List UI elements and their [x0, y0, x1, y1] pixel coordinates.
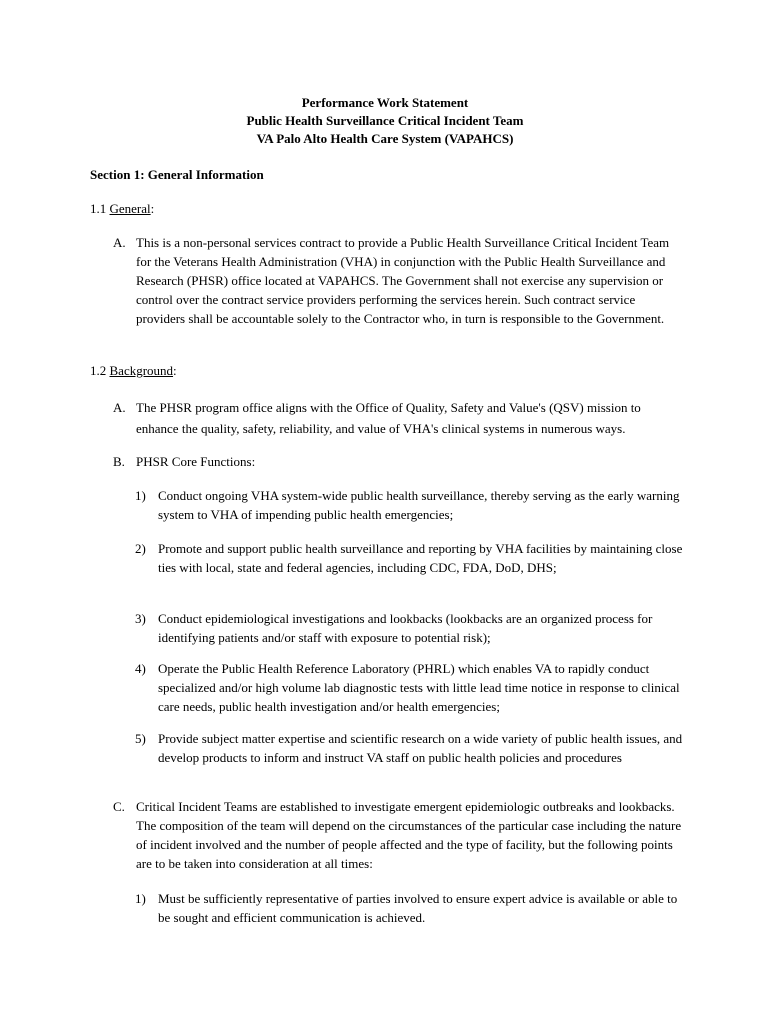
background-item-b	[113, 452, 683, 471]
core-function-4	[135, 659, 683, 716]
item-marker: 1)	[135, 488, 146, 503]
background-item-c	[113, 797, 683, 873]
subsection-number: 1.1	[90, 201, 110, 216]
item-marker: 3)	[135, 611, 146, 626]
team-consideration-1	[135, 889, 683, 927]
core-function-3	[135, 609, 683, 647]
item-text: This is a non-personal services contract to provide a Public Health Surveillance Critical Incident Team for the Veterans Health Administration (VHA) in conjunction with the Public Health Surveillance and Research (PHSR) office located at VAPAHCS. The Government shall not exercise any supervision or control over the contract service providers performing the services herein. Such contract service providers shall be accountable solely to the Contractor who, in turn is responsible to the Government.	[136, 235, 670, 326]
item-text: Operate the Public Health Reference Laboratory (PHRL) which enables VA to rapidly conduct specialized and/or high volume lab diagnostic tests with little lead time notice in response to clinical care needs, public health investigation and/or health emergencies;	[158, 661, 680, 714]
item-text: Conduct ongoing VHA system-wide public health surveillance, thereby serving as the early warning system to VHA of impending public health emergencies;	[158, 488, 680, 522]
subsection-label: General	[109, 201, 151, 216]
subsection-label: Background	[109, 363, 174, 378]
document-organization: VA Palo Alto Health Care System (VAPAHCS)	[256, 131, 514, 146]
document-title: Performance Work Statement	[301, 95, 469, 110]
item-text: Promote and support public health surveillance and reporting by VHA facilities by maintaining close ties with local, state and federal agencies, including CDC, FDA, DoD, DHS;	[158, 541, 683, 575]
subsection-number: 1.2	[90, 363, 110, 378]
core-function-5	[135, 729, 683, 767]
item-marker: 2)	[135, 541, 146, 556]
subsection-colon: :	[150, 201, 155, 216]
core-function-2	[135, 539, 683, 577]
background-item-a	[113, 397, 683, 439]
item-marker: B.	[113, 454, 125, 469]
item-text: Conduct epidemiological investigations and lookbacks (lookbacks are an organized process for identifying patients and/or staff with exposure to potential risk);	[158, 611, 653, 645]
subsection-colon: :	[173, 363, 177, 378]
item-marker: A.	[113, 235, 126, 250]
item-marker: A.	[113, 400, 126, 415]
item-text: Must be sufficiently representative of parties involved to ensure expert advice is available or able to be sought and efficient communication is achieved.	[158, 891, 678, 925]
item-text: The PHSR program office aligns with the Office of Quality, Safety and Value's (QSV) mission to enhance the quality, safety, reliability, and value of VHA's clinical systems in numerous ways.	[136, 400, 641, 436]
document-subtitle: Public Health Surveillance Critical Incident Team	[246, 113, 524, 128]
item-text: Critical Incident Teams are established to investigate emergent epidemiologic outbreaks and lookbacks. The composition of the team will depend on the circumstances of the particular case including the nature of incident involved and the number of people affected and the type of facility, but the following points are to be taken into consideration at all times:	[136, 799, 682, 871]
subsection-1-1-heading	[90, 200, 154, 218]
item-marker: 4)	[135, 661, 146, 676]
item-text: Provide subject matter expertise and scientific research on a wide variety of public health issues, and develop products to inform and instruct VA staff on public health policies and procedures	[158, 731, 683, 765]
document-header	[0, 94, 770, 148]
item-marker: 1)	[135, 891, 146, 906]
general-item-a	[113, 233, 683, 328]
item-marker: C.	[113, 799, 125, 814]
section-1-title: Section 1: General Information	[90, 167, 264, 182]
core-function-1	[135, 486, 683, 524]
item-text: PHSR Core Functions:	[136, 454, 256, 469]
subsection-1-2-heading	[90, 362, 177, 380]
item-marker: 5)	[135, 731, 146, 746]
